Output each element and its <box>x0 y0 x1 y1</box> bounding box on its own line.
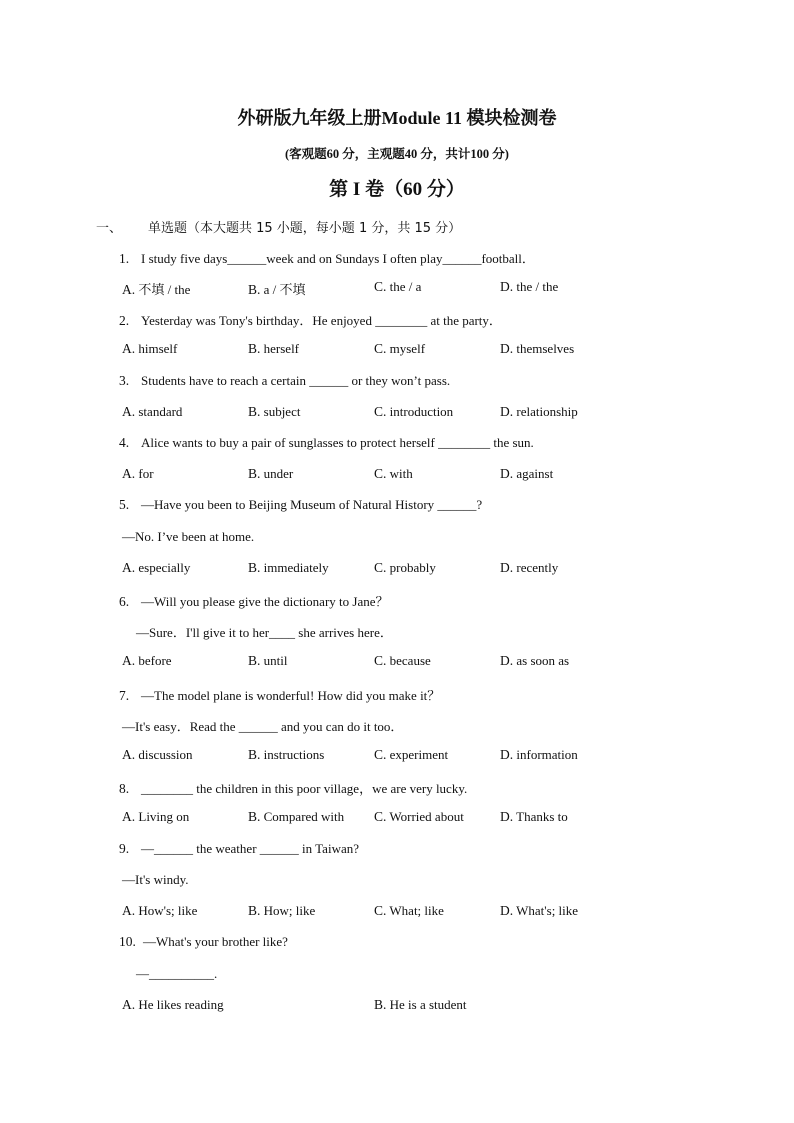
question-number: 4. <box>119 435 130 450</box>
question-text: —______ the weather ______ in Taiwan? <box>141 841 359 856</box>
question-text: ________ the children in this poor village，we are very lucky. <box>141 781 468 796</box>
option-d[interactable]: D. themselves <box>500 341 575 356</box>
question-number: 5. <box>119 497 130 512</box>
option-a[interactable]: A. for <box>122 466 154 481</box>
part-heading: 第 I 卷（60 分） <box>329 179 465 200</box>
option-d[interactable]: D. against <box>500 466 554 481</box>
question-4-stem <box>119 435 534 451</box>
option-b[interactable]: B. herself <box>248 341 300 356</box>
section-title: 单选题（本大题共 15 小题，每小题 1 分，共 15 分） <box>148 221 462 236</box>
option-b[interactable]: B. until <box>248 653 288 668</box>
option-c[interactable]: C. myself <box>374 341 426 356</box>
question-text: —What's your brother like? <box>143 934 288 949</box>
question-9-reply: —It's windy. <box>122 872 189 887</box>
section-number: 一、 <box>96 221 123 236</box>
question-7-options <box>122 747 642 765</box>
question-number: 7. <box>119 688 130 703</box>
question-number: 2. <box>119 313 130 328</box>
question-10-reply: —__________. <box>136 966 218 981</box>
option-d[interactable]: D. recently <box>500 560 559 575</box>
option-a[interactable]: A. before <box>122 653 172 668</box>
option-c[interactable]: C. with <box>374 466 413 481</box>
question-6-options <box>122 653 642 671</box>
question-text: Alice wants to buy a pair of sunglasses to protect herself ________ the sun. <box>141 435 534 450</box>
question-text: —The model plane is wonderful! How did you make it？ <box>141 688 441 703</box>
question-8-stem <box>119 778 467 797</box>
question-number: 6. <box>119 594 130 609</box>
question-text: Students have to reach a certain ______ or they won’t pass. <box>141 373 451 388</box>
option-d[interactable]: D. Thanks to <box>500 809 568 824</box>
option-c[interactable]: C. experiment <box>374 747 449 762</box>
option-a[interactable]: A. especially <box>122 560 191 575</box>
question-text: Yesterday was Tony's birthday．He enjoyed ________ at the party． <box>141 313 502 328</box>
option-a[interactable]: A. standard <box>122 404 183 419</box>
question-text: —Have you been to Beijing Museum of Natural History ______? <box>141 497 483 512</box>
option-d[interactable]: D. the / the <box>500 279 559 294</box>
question-4-options <box>122 466 642 484</box>
option-a[interactable]: A. 不填 / the <box>122 282 191 297</box>
question-number: 3. <box>119 373 130 388</box>
option-c[interactable]: C. the / a <box>374 279 422 294</box>
question-9-stem <box>119 841 359 857</box>
score-summary: (客观题60 分，主观题40 分，共计100 分) <box>285 147 509 161</box>
question-2-options <box>122 341 642 359</box>
question-number: 10. <box>119 934 136 949</box>
question-number: 9. <box>119 841 130 856</box>
question-5-stem <box>119 497 482 513</box>
section-heading <box>96 217 461 236</box>
option-a[interactable]: A. How's; like <box>122 903 198 918</box>
option-b[interactable]: B. He is a student <box>374 997 467 1012</box>
option-b[interactable]: B. instructions <box>248 747 325 762</box>
question-5-options <box>122 560 642 578</box>
option-b[interactable]: B. subject <box>248 404 301 419</box>
question-text: —Will you please give the dictionary to Jane？ <box>141 594 389 609</box>
option-d[interactable]: D. What's; like <box>500 903 579 918</box>
question-3-stem <box>119 373 450 389</box>
question-1-options <box>122 279 642 297</box>
option-b[interactable]: B. immediately <box>248 560 329 575</box>
question-7-stem <box>119 685 440 704</box>
question-text: I study five days______week and on Sundays I often play______football． <box>141 251 535 266</box>
question-9-options <box>122 903 642 921</box>
option-b[interactable]: B. How; like <box>248 903 316 918</box>
option-d[interactable]: D. relationship <box>500 404 578 419</box>
option-a[interactable]: A. himself <box>122 341 178 356</box>
question-6-stem <box>119 591 389 610</box>
question-7-reply: —It's easy．Read the ______ and you can do it too． <box>122 719 404 734</box>
question-6-reply: —Sure．I'll give it to her____ she arrives here． <box>136 625 393 640</box>
question-number: 8. <box>119 781 130 796</box>
question-10-options <box>122 997 642 1015</box>
option-a[interactable]: A. discussion <box>122 747 193 762</box>
option-c[interactable]: C. Worried about <box>374 809 464 824</box>
question-2-stem <box>119 310 502 329</box>
option-c[interactable]: C. because <box>374 653 431 668</box>
question-1-stem <box>119 248 535 267</box>
option-a[interactable]: A. He likes reading <box>122 997 224 1012</box>
question-10-stem <box>119 934 288 950</box>
question-3-options <box>122 404 642 422</box>
option-b[interactable]: B. under <box>248 466 294 481</box>
document-title: 外研版九年级上册Module 11 模块检测卷 <box>237 108 557 128</box>
question-8-options <box>122 809 642 827</box>
question-5-reply: —No. I’ve been at home. <box>122 529 255 544</box>
option-b[interactable]: B. a / 不填 <box>248 282 306 297</box>
option-c[interactable]: C. What; like <box>374 903 444 918</box>
option-b[interactable]: B. Compared with <box>248 809 345 824</box>
question-number: 1. <box>119 251 130 266</box>
option-d[interactable]: D. information <box>500 747 578 762</box>
option-d[interactable]: D. as soon as <box>500 653 570 668</box>
option-a[interactable]: A. Living on <box>122 809 190 824</box>
option-c[interactable]: C. introduction <box>374 404 454 419</box>
option-c[interactable]: C. probably <box>374 560 436 575</box>
